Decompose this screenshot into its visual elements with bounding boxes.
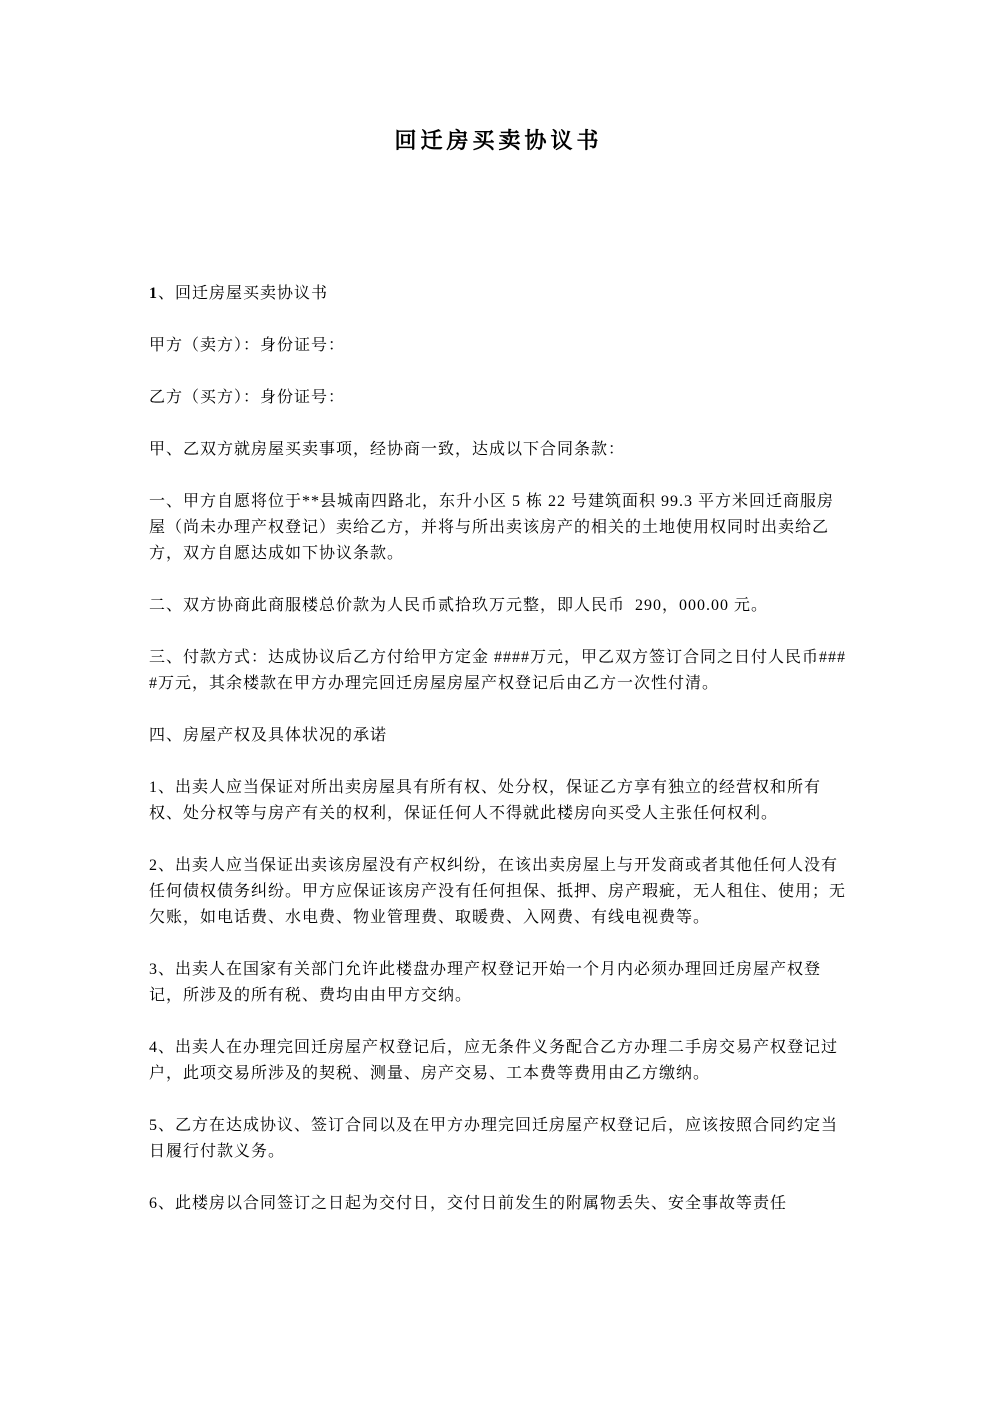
clause-3-payment-method: 三、付款方式：达成协议后乙方付给甲方定金 ####万元，甲乙双方签订合同之日付人民币####万元，其余楼款在甲方办理完回迁房屋房屋产权登记后由乙方一次性付清。 xyxy=(149,649,847,692)
list-heading-text: 回迁房屋买卖协议书 xyxy=(175,285,329,302)
clause-1-property-description: 一、甲方自愿将位于**县城南四路北，东升小区 5 栋 22 号建筑面积 99.3 平方米回迁商服房屋（尚未办理产权登记）卖给乙方，并将与所出卖该房产的相关的土地使用权同时出卖给乙方，双方自愿达成如下协议条款。 xyxy=(149,493,835,562)
document-title: 回迁房买卖协议书 xyxy=(394,128,603,153)
commitment-4: 4、出卖人在办理完回迁房屋产权登记后，应无条件义务配合乙方办理二手房交易产权登记过户，此项交易所涉及的契税、测量、房产交易、工本费等费用由乙方缴纳。 xyxy=(149,1039,839,1082)
list-heading-separator: 、 xyxy=(158,285,176,302)
commitment-2: 2、出卖人应当保证出卖该房屋没有产权纠纷，在该出卖房屋上与开发商或者其他任何人没有任何债权债务纠纷。甲方应保证该房产没有任何担保、抵押、房产瑕疵，无人租住、使用；无欠账，如电话费、水电费、物业管理费、取暖费、入网费、有线电视费等。 xyxy=(149,857,847,926)
commitment-5: 5、乙方在达成协议、签订合同以及在甲方办理完回迁房屋产权登记后，应该按照合同约定当日履行付款义务。 xyxy=(149,1117,839,1160)
commitment-1: 1、出卖人应当保证对所出卖房屋具有所有权、处分权，保证乙方享有独立的经营权和所有权、处分权等与房产有关的权利，保证任何人不得就此楼房向买受人主张任何权利。 xyxy=(149,779,822,822)
commitment-6: 6、此楼房以合同签订之日起为交付日，交付日前发生的附属物丢失、安全事故等责任 xyxy=(149,1195,788,1212)
party-b-line: 乙方（买方）：身份证号： xyxy=(149,389,346,406)
clause-2-total-price: 二、双方协商此商服楼总价款为人民币贰拾玖万元整，即人民币 290，000.00 元。 xyxy=(149,597,769,614)
clause-4-heading: 四、房屋产权及具体状况的承诺 xyxy=(149,727,388,744)
party-a-line: 甲方（卖方）：身份证号： xyxy=(149,337,346,354)
preamble-line: 甲、乙双方就房屋买卖事项，经协商一致，达成以下合同条款： xyxy=(149,441,626,458)
document-content xyxy=(0,126,993,1217)
commitment-3: 3、出卖人在国家有关部门允许此楼盘办理产权登记开始一个月内必须办理回迁房屋产权登记，所涉及的所有税、费均由由甲方交纳。 xyxy=(149,961,822,1004)
list-heading xyxy=(149,281,848,307)
list-heading-number: 1 xyxy=(149,285,158,302)
